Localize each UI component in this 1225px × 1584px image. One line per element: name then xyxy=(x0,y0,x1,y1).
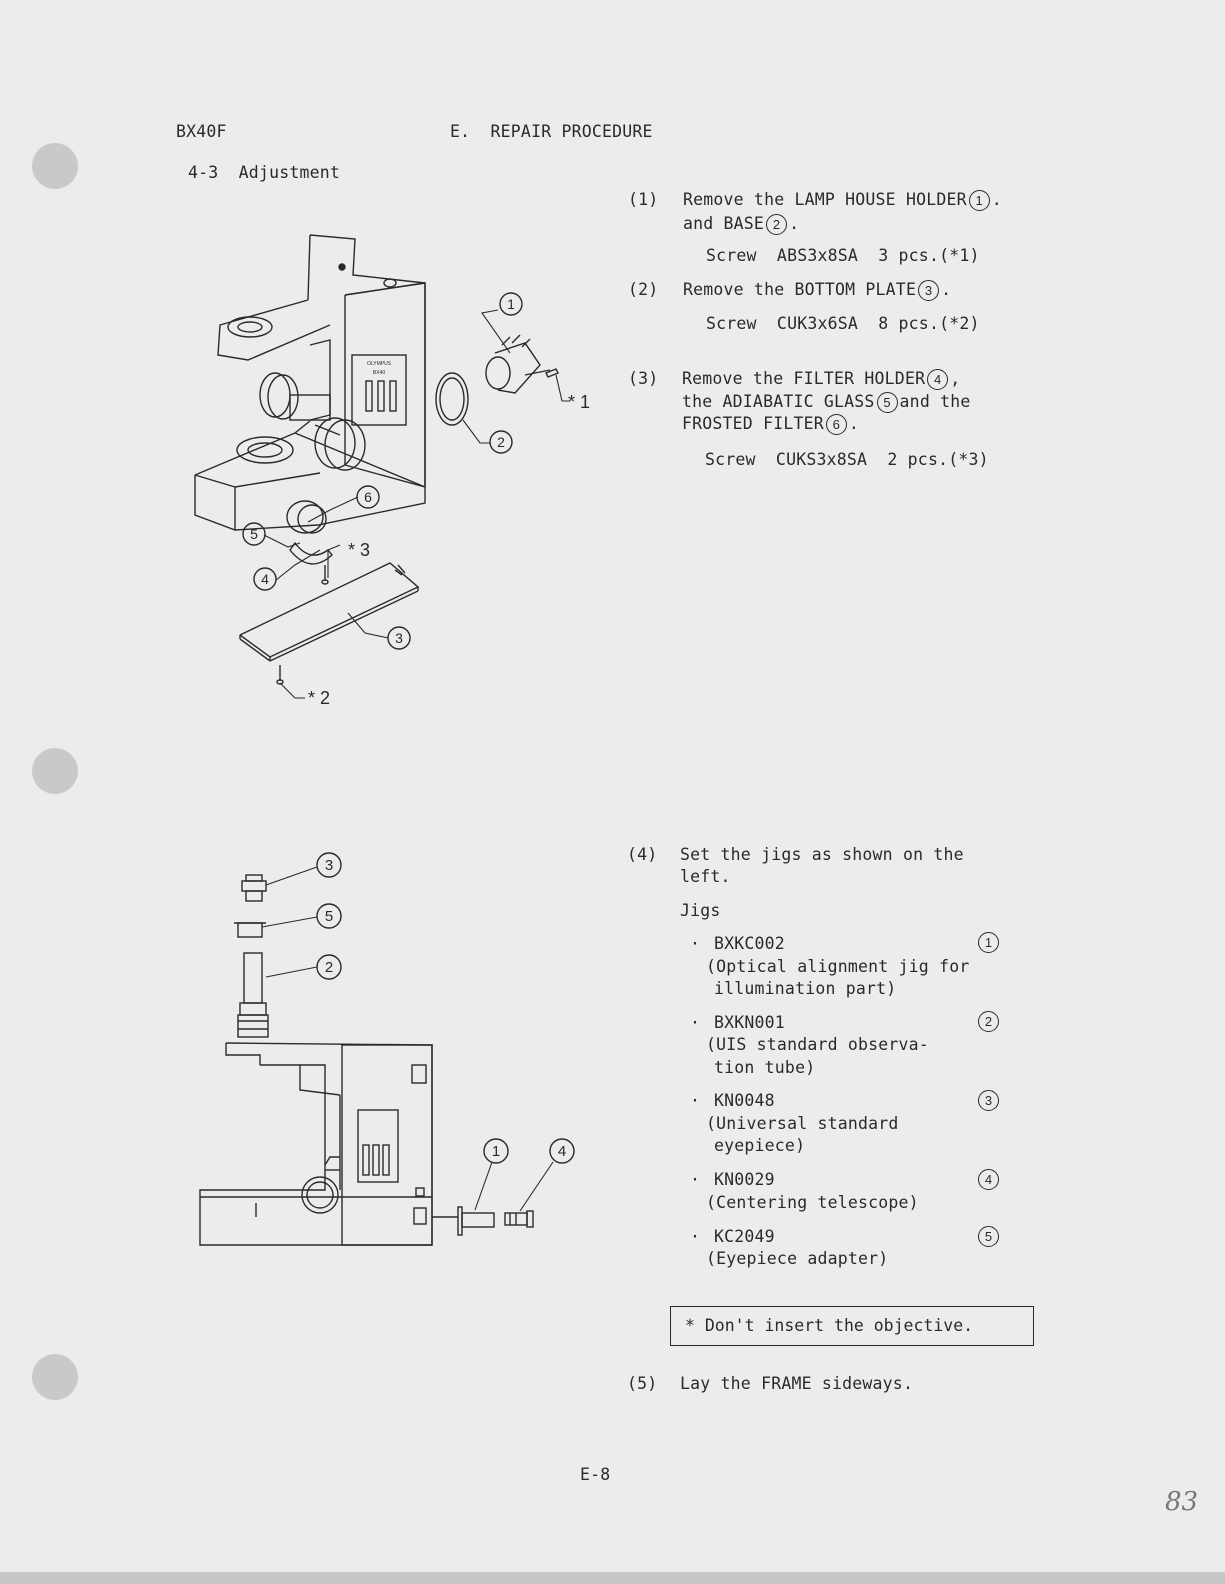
jig-description: illumination part) xyxy=(714,979,897,998)
bullet: · xyxy=(690,1170,701,1189)
scan-edge xyxy=(0,1572,1225,1584)
step-2-number: (2) xyxy=(628,280,659,299)
step-1-line-1: Remove the LAMP HOUSE HOLDER 1 . xyxy=(683,190,1002,209)
jig-code: KN0029 xyxy=(714,1170,775,1189)
filter-holder xyxy=(290,543,332,564)
jig-description: (Optical alignment jig for xyxy=(706,957,970,976)
step-1-line-2: and BASE 2 . xyxy=(683,214,800,233)
step-3-line-1: Remove the FILTER HOLDER 4 , xyxy=(682,369,961,388)
callout-mark: 1 xyxy=(969,190,990,211)
eyepiece-adapter-jig xyxy=(234,923,266,937)
bullet: · xyxy=(690,934,701,953)
exploded-view-figure xyxy=(180,225,620,725)
warning-box: * Don't insert the objective. xyxy=(670,1306,1034,1346)
callout-mark: 2 xyxy=(978,1011,999,1032)
observation-tube-jig xyxy=(238,953,268,1037)
binder-hole-bottom xyxy=(32,1354,78,1400)
leader-lines xyxy=(262,867,553,1211)
screw-ref-2: * 2 xyxy=(308,688,331,708)
screw-ref-1: * 1 xyxy=(568,392,591,412)
base-gasket xyxy=(436,373,468,425)
bullet: · xyxy=(690,1013,701,1032)
binder-hole-middle xyxy=(32,748,78,794)
handwritten-page-number: 83 xyxy=(1165,1487,1199,1517)
step-1-screw: Screw ABS3x8SA 3 pcs.(*1) xyxy=(706,246,980,265)
jig-code: KC2049 xyxy=(714,1227,775,1246)
model-label: BX40F xyxy=(176,122,227,141)
jig-description: (UIS standard observa- xyxy=(706,1035,929,1054)
callout-circles xyxy=(317,853,574,1163)
side-view-figure xyxy=(190,845,610,1265)
callout-3-label: 3 xyxy=(395,630,403,646)
brand-plate: OLYMPUS xyxy=(366,361,392,367)
model-plate: BX40 xyxy=(372,370,386,376)
jig-description: eyepiece) xyxy=(714,1136,806,1155)
bullet: · xyxy=(690,1091,701,1110)
callout-circles xyxy=(243,293,522,649)
jig-code: BXKC002 xyxy=(714,934,785,953)
centering-telescope-jig xyxy=(505,1211,533,1227)
callout-mark: 3 xyxy=(918,280,939,301)
jig-description: (Universal standard xyxy=(706,1114,899,1133)
callout-mark: 3 xyxy=(978,1090,999,1111)
jig-description: tion tube) xyxy=(714,1058,816,1077)
callout-mark: 5 xyxy=(877,392,898,413)
bullet: · xyxy=(690,1227,701,1246)
callout-1-label: 1 xyxy=(507,296,515,312)
callout-4-label: 4 xyxy=(557,1143,567,1160)
callout-1-label: 1 xyxy=(491,1143,501,1160)
callout-mark: 1 xyxy=(978,932,999,953)
lamp-house-holder xyxy=(486,335,550,393)
callout-mark: 6 xyxy=(826,414,847,435)
microscope-base xyxy=(195,421,425,530)
step-4-number: (4) xyxy=(627,845,658,864)
step-4-line-2: left. xyxy=(680,867,731,886)
step-3-line-3: FROSTED FILTER 6 . xyxy=(682,414,860,433)
step-2-screw: Screw CUK3x6SA 8 pcs.(*2) xyxy=(706,314,980,333)
step-1-number: (1) xyxy=(628,190,659,209)
alignment-jig xyxy=(432,1207,494,1235)
step-5-number: (5) xyxy=(627,1374,658,1393)
callout-2-label: 2 xyxy=(497,434,505,450)
page-number: E-8 xyxy=(580,1465,611,1484)
callout-2-label: 2 xyxy=(324,959,334,976)
step-4-line-1: Set the jigs as shown on the xyxy=(680,845,964,864)
step-3-number: (3) xyxy=(628,369,659,388)
binder-hole-top xyxy=(32,143,78,189)
jig-code: BXKN001 xyxy=(714,1013,785,1032)
jig-description: (Eyepiece adapter) xyxy=(706,1249,889,1268)
eyepiece-jig xyxy=(242,875,266,901)
callout-5-label: 5 xyxy=(250,526,258,542)
step-3-line-2: the ADIABATIC GLASS 5 and the xyxy=(682,392,971,411)
screw-ref-3: * 3 xyxy=(348,540,371,560)
jig-description: (Centering telescope) xyxy=(706,1193,919,1212)
callout-3-label: 3 xyxy=(324,857,334,874)
step-2-line-1: Remove the BOTTOM PLATE 3 . xyxy=(683,280,952,299)
microscope-frame xyxy=(218,235,425,487)
subsection-title: 4-3 Adjustment xyxy=(188,163,341,182)
callout-6-label: 6 xyxy=(364,489,372,505)
frosted-filter xyxy=(287,501,326,533)
jigs-label: Jigs xyxy=(680,901,721,920)
callout-mark: 2 xyxy=(766,214,787,235)
step-3-screw: Screw CUKS3x8SA 2 pcs.(*3) xyxy=(705,450,989,469)
callout-mark: 5 xyxy=(978,1226,999,1247)
microscope-frame-side xyxy=(200,1043,432,1245)
section-title: E. REPAIR PROCEDURE xyxy=(450,122,653,141)
callout-4-label: 4 xyxy=(261,571,269,587)
jig-code: KN0048 xyxy=(714,1091,775,1110)
callout-mark: 4 xyxy=(927,369,948,390)
callout-mark: 4 xyxy=(978,1169,999,1190)
callout-5-label: 5 xyxy=(324,908,334,925)
step-5-line-1: Lay the FRAME sideways. xyxy=(680,1374,914,1393)
